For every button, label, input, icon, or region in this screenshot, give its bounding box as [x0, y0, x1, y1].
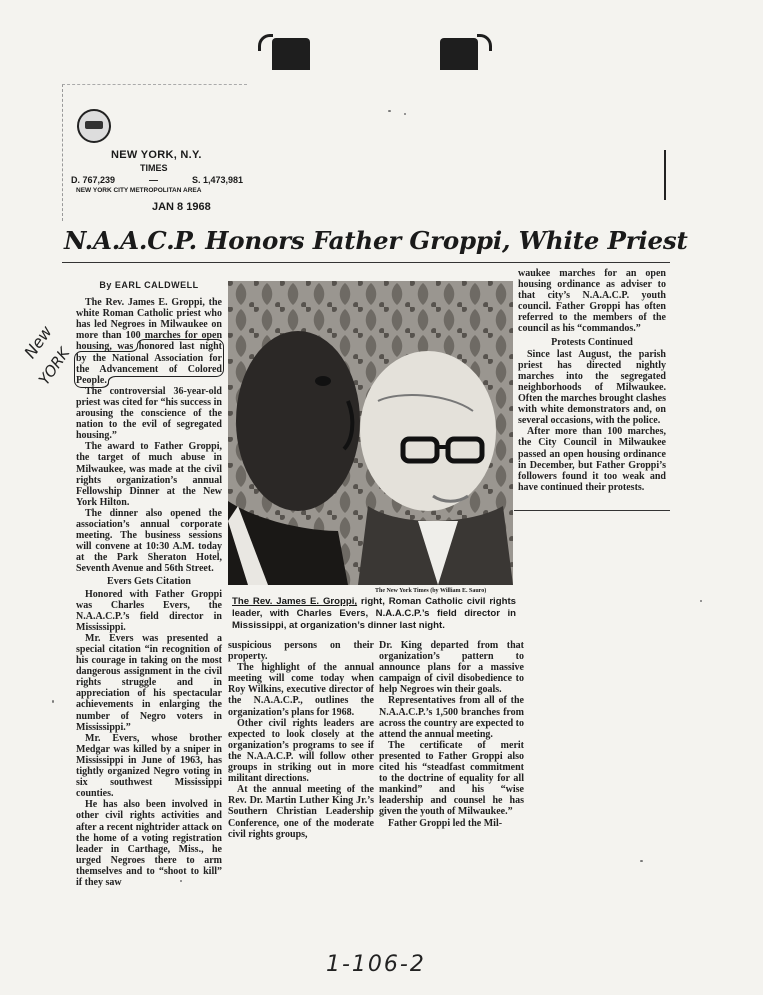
handwritten-note: New [20, 322, 56, 362]
paragraph: Father Groppi led the Mil- [388, 817, 503, 829]
paragraph: The highlight of the annual meeting will come today when Roy Wilkins, executive director of the N.A.A.C.P., outlines the organization’s plans for 1968. [228, 662, 374, 718]
article-photo [228, 281, 513, 585]
paragraph: Honored with Father Groppi was Charles Evers, the N.A.A.C.P.’s field director in Mississippi. [76, 588, 222, 633]
paragraph: The dinner also opened the association’s annual corporate meeting. The business sessions will convene at 10:30 A.M. today at the Park Sheraton Hotel, Seventh Avenue and 56th Street. [76, 507, 222, 575]
masthead-city: NEW YORK, N.Y. [111, 149, 202, 161]
paragraph: waukee marches for an open housing ordinance as adviser to that city’s N.A.A.C.P. youth council. Father Groppi has often referred to the members of the council as his “commandos.” [518, 268, 666, 335]
masthead-area: NEW YORK CITY METROPOLITAN AREA [76, 187, 202, 194]
masthead-paper: TIMES [140, 163, 168, 173]
photo-image [228, 281, 513, 585]
masthead-date: JAN 8 1968 [152, 201, 211, 213]
article-column-1 [76, 270, 222, 888]
photo-caption: The Rev. James E. Groppi, right, Roman Catholic civil rights leader, with Charles Evers, N.A.A.C.P.’s field director in Mississippi, at organization’s dinner last night. [232, 596, 516, 631]
paragraph: After more than 100 marches, the City Council in Milwaukee passed an open housing ordinance in December, but Father Groppi’s followers found it too weak and have continued their protests. [518, 426, 666, 493]
paragraph: He has also been involved in other civil rights activities and after a recent nightrider attack on the home of a voting registration leader in Carthage, Miss., he urged Negroes there to arm themselves and to “shoot to kill” if they saw [76, 799, 222, 888]
paragraph: The Rev. James E. Groppi, the white Roman Catholic priest who has led Negroes in Milwaukee on more than 100 marches for open housing, was honored last night by the National Association for the Advancement of Colored People. [76, 297, 222, 386]
binder-hole-right [440, 38, 478, 70]
article-column-2 [228, 640, 374, 840]
paragraph: The certificate of merit presented to Father Groppi also cited his “steadfast commitment to the doctrine of equality for all mankind” and his “wise leadership and counsel he has given the youth of Milwaukee.” [379, 739, 524, 818]
paragraph: suspicious persons on their property. [228, 640, 374, 663]
sunday-circulation: S. 1,473,981 [191, 175, 243, 185]
circled-phrase: honored last night by the National Association for the Advancement of Colored People. [76, 341, 222, 386]
paragraph: At the annual meeting of the Rev. Dr. Martin Luther King Jr.’s Southern Christian Leadership Conference, one of the moderate civil rights groups, [228, 784, 374, 840]
circulation-dash: — [149, 175, 158, 185]
paragraph: Mr. Evers, whose brother Medgar was killed by a sniper in Mississippi in June of 1963, has tightly organized Negro voting in six southwest Mississippi counties. [76, 732, 222, 800]
paragraph: Other civil rights leaders are expected to look closely at the organization’s programs to see if the N.A.A.C.P. will follow other groups in striking out in more militant directions. [228, 717, 374, 785]
headline: N.A.A.C.P. Honors Father Groppi, White Priest [64, 226, 688, 255]
subheading: Evers Gets Citation [107, 576, 191, 588]
column-end-rule [514, 510, 670, 511]
paragraph: Representatives from all of the N.A.A.C.P.’s 1,500 branches from across the country are expected to attend the annual meeting. [379, 695, 524, 740]
paragraph: Since last August, the parish priest has directed nightly marches into the segregated neighborhoods of Milwaukee. Often the marches brought clashes with white demonstrators and, on several occasions, with the police. [518, 348, 666, 427]
subheading: Protests Continued [551, 336, 633, 348]
paragraph: Dr. King departed from that organization’s pattern to announce plans for a massive campaign of civil disobedience to help Negroes win their goals. [379, 640, 524, 696]
handwritten-note: YORK [35, 344, 74, 389]
article-column-3 [379, 640, 524, 829]
masthead-circulation [71, 175, 243, 185]
scan-mark [664, 150, 666, 200]
daily-circulation: D. 767,239 [71, 175, 116, 185]
masthead-stamp [62, 84, 247, 221]
article-column-4 [518, 268, 666, 493]
paragraph: The controversial 36-year-old priest was cited for “his success in arousing the conscience of the nation to the evil of segregated housing.” [76, 385, 222, 442]
binder-hole-left [272, 38, 310, 70]
handwritten-page-number: 1-106-2 [326, 952, 426, 977]
byline: By EARL CALDWELL [99, 280, 199, 290]
paragraph: Mr. Evers was presented a special citation “in recognition of his courage in taking on the most dangerous assignment in the civil rights struggle and in appreciation of his spectacular achievements in enlarging the number of Negro voters in Mississippi.” [76, 632, 222, 733]
newspaper-logo-icon [77, 109, 111, 143]
paragraph: The award to Father Groppi, the target of much abuse in Milwaukee, was made at the civil rights organization’s annual Fellowship Dinner at the New York Hilton. [76, 441, 222, 508]
headline-rule [62, 262, 670, 263]
photo-credit: The New York Times (by William E. Sauro) [375, 588, 487, 594]
